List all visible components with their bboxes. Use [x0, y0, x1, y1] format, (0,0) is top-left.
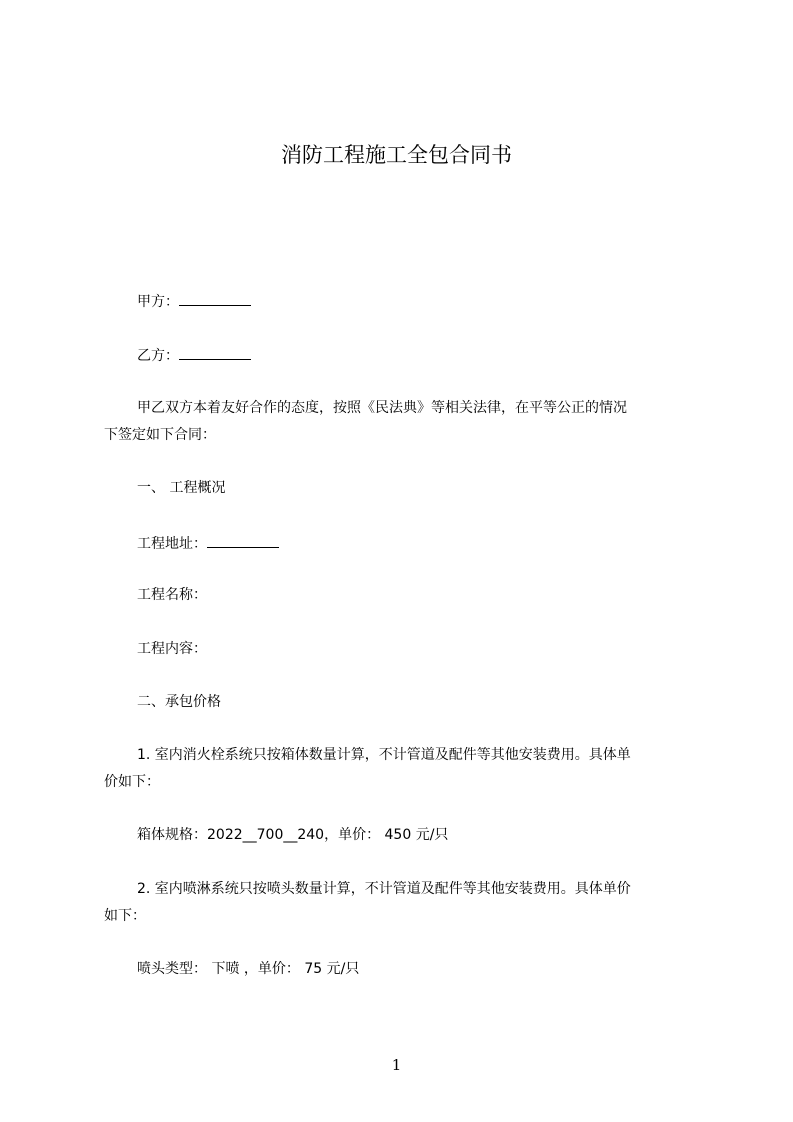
- party-a-line: [137, 290, 251, 312]
- project-content-label: 工程内容：: [137, 641, 207, 657]
- page-number: 1: [391, 1056, 402, 1074]
- party-b-label: 乙方：: [137, 348, 179, 364]
- party-a-label: 甲方：: [137, 294, 179, 310]
- party-a-blank: [179, 290, 251, 306]
- item-1-line-2: 价如下：: [104, 774, 160, 790]
- party-b-line: [137, 344, 251, 366]
- party-b-blank: [179, 344, 251, 360]
- project-name-label: 工程名称：: [137, 587, 207, 603]
- item-1-line-1: 1. 室内消火栓系统只按箱体数量计算，不计管道及配件等其他安装费用。具体单: [137, 747, 631, 763]
- box-spec-line: 箱体规格：2022__700__240，单价： 450 元/只: [137, 827, 449, 843]
- item-2-line-2: 如下：: [104, 908, 146, 924]
- section-1-heading: 一、 工程概况: [137, 480, 226, 496]
- section-2-heading: 二、承包价格: [137, 694, 221, 710]
- intro-line-1: 甲乙双方本着友好合作的态度，按照《民法典》等相关法律，在平等公正的情况: [137, 400, 627, 416]
- project-address-blank: [207, 532, 279, 548]
- item-2-line-1: 2. 室内喷淋系统只按喷头数量计算，不计管道及配件等其他安装费用。具体单价: [137, 881, 631, 897]
- nozzle-type-line: 喷头类型： 下喷 ，单价： 75 元/只: [137, 961, 360, 977]
- document-title: 消防工程施工全包合同书: [281, 143, 512, 167]
- intro-line-2: 下签定如下合同：: [104, 427, 216, 443]
- project-address-label: 工程地址：: [137, 536, 207, 552]
- project-address-line: [137, 532, 279, 554]
